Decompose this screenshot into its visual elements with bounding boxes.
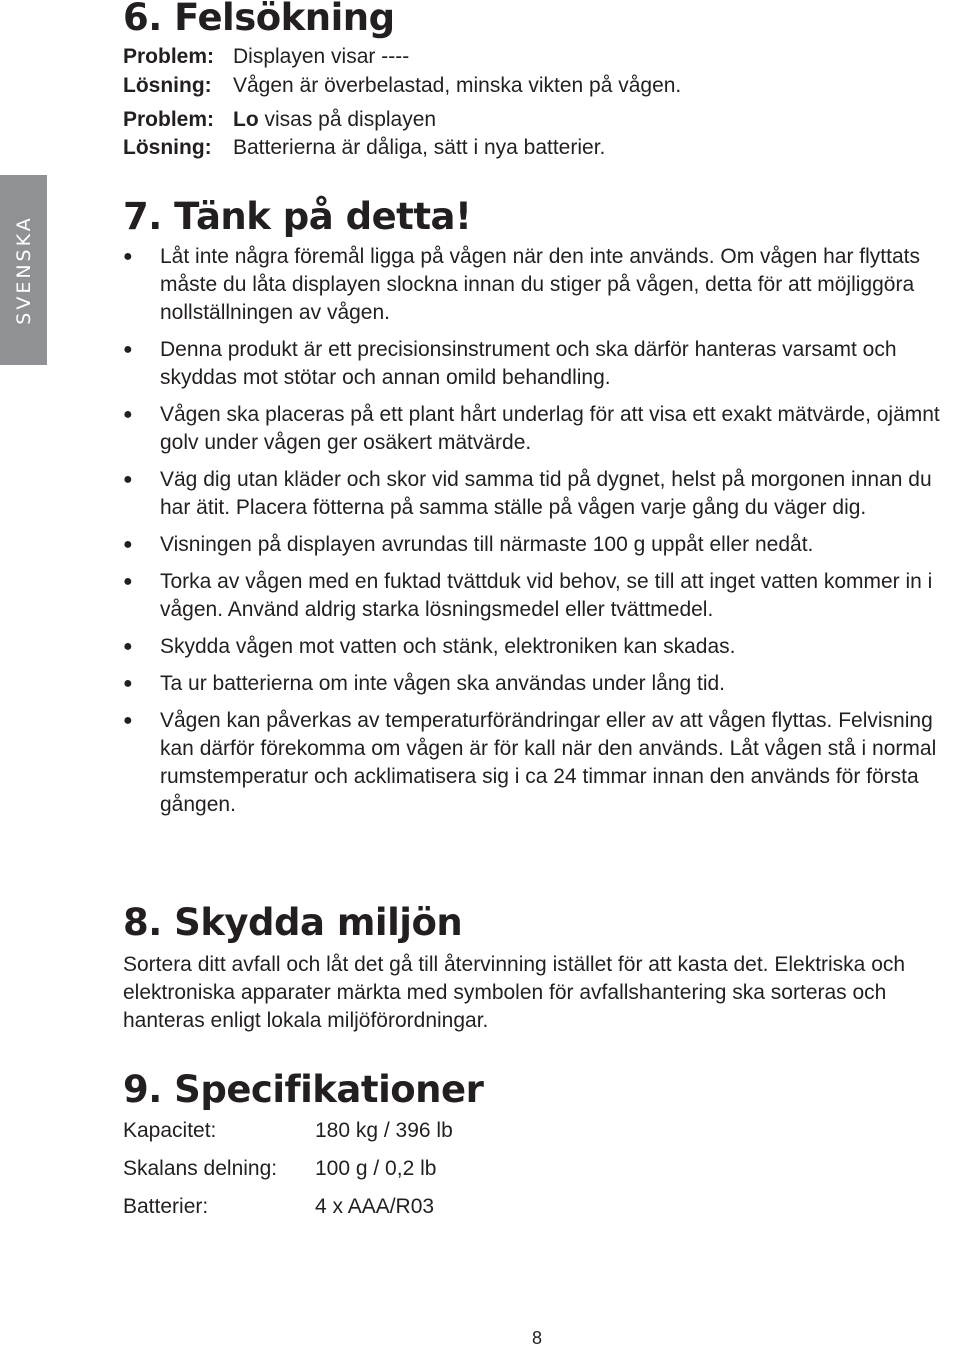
list-item xyxy=(123,401,943,457)
list-item-text: Denna produkt är ett precisionsinstrument och ska därför hanteras varsamt och skyddas mot stötar och annan omild behandling. xyxy=(160,338,897,389)
bullet-icon: ● xyxy=(123,675,133,692)
bullet-icon: ● xyxy=(123,471,133,488)
section-9-heading: 9. Specifikationer xyxy=(123,1068,484,1111)
section-7-heading: 7. Tänk på detta! xyxy=(123,195,472,238)
list-item-text: Visningen på displayen avrundas till närmaste 100 g uppåt eller nedåt. xyxy=(160,533,814,556)
troubleshoot-label: Problem: xyxy=(123,45,215,68)
environment-paragraph: Sortera ditt avfall och låt det gå till återvinning istället för att kasta det. Elektriska och elektroniska apparater märkta med symbolen för avfallshantering ska sorteras och hanteras enligt lokala miljöförordningar. xyxy=(123,953,906,1032)
spec-row xyxy=(123,1193,453,1231)
tips-list xyxy=(123,243,943,828)
troubleshoot-value: Batterierna är dåliga, sätt i nya batterier. xyxy=(233,136,606,159)
specifications-table xyxy=(123,1117,453,1231)
spec-row xyxy=(123,1117,453,1155)
troubleshoot-row xyxy=(123,134,605,162)
list-item-text: Vågen kan påverkas av temperaturförändringar eller av att vågen flyttas. Felvisning kan därför förekomma om vågen är för kall när den används. Låt vågen stå i normal rumstemperatur och acklimatisera sig i ca 24 timmar innan den används för första gången. xyxy=(160,709,937,816)
troubleshoot-row xyxy=(123,43,409,71)
language-tab-label: SVENSKA xyxy=(12,215,35,325)
spec-key: Kapacitet: xyxy=(123,1119,217,1142)
bullet-icon: ● xyxy=(123,406,133,423)
list-item xyxy=(123,633,943,661)
list-item-text: Torka av vågen med en fuktad tvättduk vid behov, se till att inget vatten kommer in i vågen. Använd aldrig starka lösningsmedel eller tvättmedel. xyxy=(160,570,933,621)
troubleshoot-row xyxy=(123,106,436,134)
list-item-text: Väg dig utan kläder och skor vid samma tid på dygnet, helst på morgonen innan du har ätit. Placera fötterna på samma ställe på vågen varje gång du väger dig. xyxy=(160,468,932,519)
list-item xyxy=(123,568,943,624)
list-item xyxy=(123,243,943,327)
bullet-icon: ● xyxy=(123,341,133,358)
list-item xyxy=(123,707,943,819)
section-8-heading: 8. Skydda miljön xyxy=(123,901,463,944)
list-item-text: Skydda vågen mot vatten och stänk, elektroniken kan skadas. xyxy=(160,635,736,658)
section-6-heading: 6. Felsökning xyxy=(123,0,395,39)
troubleshoot-value: visas på displayen xyxy=(258,108,437,131)
spec-value: 100 g / 0,2 lb xyxy=(315,1157,437,1180)
language-tab xyxy=(0,175,47,365)
list-item xyxy=(123,336,943,392)
bullet-icon: ● xyxy=(123,638,133,655)
list-item xyxy=(123,466,943,522)
bullet-icon: ● xyxy=(123,536,133,553)
list-item xyxy=(123,670,943,698)
bullet-icon: ● xyxy=(123,712,133,729)
spec-key: Skalans delning: xyxy=(123,1157,278,1180)
bullet-icon: ● xyxy=(123,248,133,265)
troubleshoot-value: Vågen är överbelastad, minska vikten på vågen. xyxy=(233,74,682,97)
spec-key: Batterier: xyxy=(123,1195,209,1218)
spec-row xyxy=(123,1155,453,1193)
spec-value: 180 kg / 396 lb xyxy=(315,1119,453,1142)
list-item-text: Vågen ska placeras på ett plant hårt underlag för att visa ett exakt mätvärde, ojämnt golv under vågen ger osäkert mätvärde. xyxy=(160,403,940,454)
list-item xyxy=(123,531,943,559)
list-item-text: Låt inte några föremål ligga på vågen när den inte används. Om vågen har flyttats måste du låta displayen slockna innan du stiger på vågen, detta för att möjliggöra nollställningen av vågen. xyxy=(160,245,920,324)
bullet-icon: ● xyxy=(123,573,133,590)
troubleshoot-value-bold: Lo xyxy=(233,108,259,131)
troubleshoot-label: Lösning: xyxy=(123,74,212,97)
troubleshoot-label: Problem: xyxy=(123,108,215,131)
list-item-text: Ta ur batterierna om inte vågen ska användas under lång tid. xyxy=(160,672,726,695)
troubleshoot-row xyxy=(123,72,681,100)
spec-value: 4 x AAA/R03 xyxy=(315,1195,435,1218)
troubleshoot-label: Lösning: xyxy=(123,136,212,159)
page-number: 8 xyxy=(532,1328,543,1348)
troubleshoot-value: Displayen visar ---- xyxy=(233,45,410,68)
